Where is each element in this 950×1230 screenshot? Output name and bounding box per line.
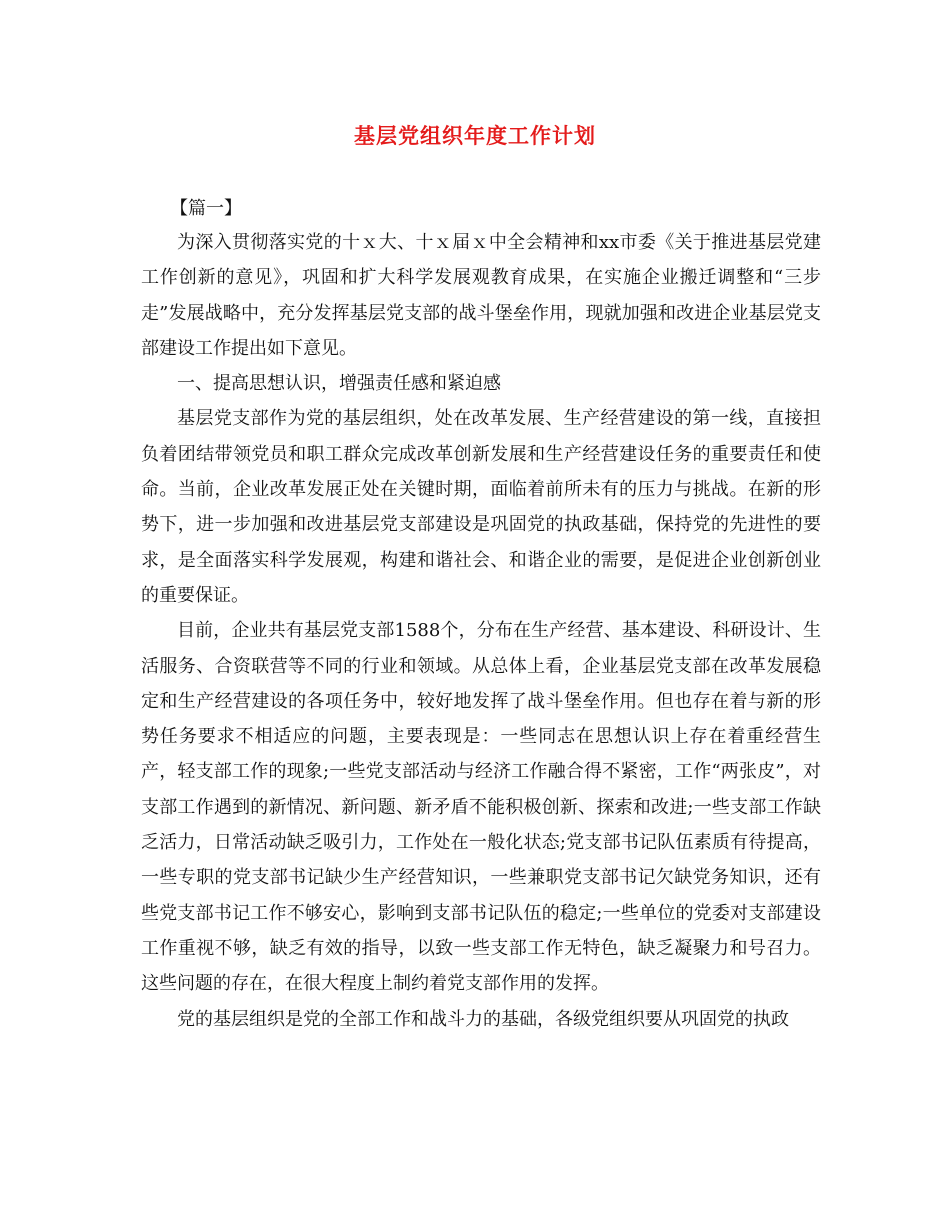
paragraph-status: 目前，企业共有基层党支部1588个，分布在生产经营、基本建设、科研设计、生活服务、合资联营等不同的行业和领域。从总体上看，企业基层党支部在改革发展稳定和生产经营建设的各项任务中，较好地发挥了战斗堡垒作用。但也存在着与新的形势任务要求不相适应的问题，主要表现是：一些同志在思想认识上存在着重经营生产，轻支部工作的现象;一些党支部活动与经济工作融合得不紧密，工作“两张皮”，对支部工作遇到的新情况、新问题、新矛盾不能积极创新、探索和改进;一些支部工作缺乏活力，日常活动缺乏吸引力，工作处在一般化状态;党支部书记队伍素质有待提高，一些专职的党支部书记缺少生产经营知识，一些兼职党支部书记欠缺党务知识，还有些党支部书记工作不够安心，影响到支部书记队伍的稳定;一些单位的党委对支部建设工作重视不够，缺乏有效的指导，以致一些支部工作无特色，缺乏凝聚力和号召力。这些问题的存在，在很大程度上制约着党支部作用的发挥。	[141, 620, 821, 995]
paragraph-foundation: 党的基层组织是党的全部工作和战斗力的基础，各级党组织要从巩固党的执政	[177, 1008, 789, 1030]
paragraph-role: 基层党支部作为党的基层组织，处在改革发展、生产经营建设的第一线，直接担负着团结带领党员和职工群众完成改革创新发展和生产经营建设任务的重要责任和使命。当前，企业改革发展正处在关键时期，面临着前所未有的压力与挑战。在新的形势下，进一步加强和改进基层党支部建设是巩固党的执政基础，保持党的先进性的要求，是全面落实科学发展观，构建和谐社会、和谐企业的需要，是促进企业创新创业的重要保证。	[141, 408, 821, 606]
section-label: 【篇一】	[170, 198, 242, 219]
paragraph-intro: 为深入贯彻落实党的十ｘ大、十ｘ届ｘ中全会精神和xx市委《关于推进基层党建工作创新的意见》，巩固和扩大科学发展观教育成果，在实施企业搬迁调整和“三步走”发展战略中，充分发挥基层党支部的战斗堡垒作用，现就加强和改进企业基层党支部建设工作提出如下意见。	[141, 232, 821, 359]
section-heading-1: 一、提高思想认识，增强责任感和紧迫感	[177, 373, 501, 395]
document-body	[141, 225, 821, 1037]
document-title: 基层党组织年度工作计划	[354, 123, 596, 148]
